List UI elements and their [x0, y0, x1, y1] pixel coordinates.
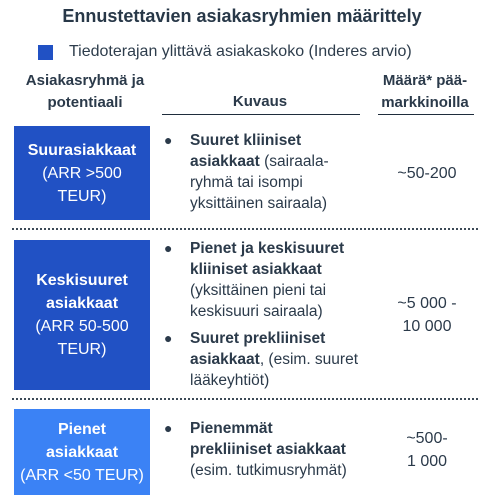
group-name: Suurasiakkaat [27, 141, 137, 159]
header-description: Kuvaus [232, 93, 288, 110]
group-name-line1: Keskisuuret [36, 272, 128, 289]
group-name-line2: asiakkaat [45, 295, 119, 312]
header-underline-count [378, 114, 474, 115]
group-arr: (ARR <50 TEUR) [20, 466, 144, 484]
header-count-line2: markkinoilla [381, 94, 469, 111]
bullet-icon: ● [164, 240, 173, 256]
legend [38, 43, 412, 61]
group-name-line2: asiakkaat [45, 443, 119, 461]
header-underline-description [162, 114, 360, 115]
count-large: ~50-200 [397, 165, 457, 182]
description-large [162, 130, 372, 220]
legend-swatch [38, 45, 53, 60]
bullet-icon: ● [164, 420, 173, 436]
row-divider [12, 228, 478, 230]
page-title: Ennustettavien asiakasryhmien määrittely [62, 6, 422, 26]
header-customer-group [10, 70, 160, 114]
group-name-line1: Pienet [57, 420, 106, 438]
bullet-icon: ● [164, 132, 173, 148]
description-medium [162, 238, 372, 397]
list-item: ● Pienet ja keskisuuret kliiniset asiakkaat (yksittäinen pieni tai keskisuuri sairaala) [164, 240, 345, 320]
count-medium: ~5 000 - 10 000 [397, 295, 457, 335]
group-box-medium [14, 240, 150, 390]
count-small: ~500- 1 000 [406, 430, 448, 470]
header-customer-group-line1: Asiakasryhmä ja [25, 72, 145, 89]
header-count-line1: Määrä* pää- [382, 72, 468, 89]
list-item: ● Suuret kliiniset asiakkaat (sairaala- ryhmä tai isompi yksittäinen sairaala) [164, 132, 329, 212]
header-customer-group-line2: potentiaali [47, 94, 123, 111]
description-small [162, 418, 372, 487]
bullet-icon: ● [164, 330, 173, 346]
list-item: ● Pienemmät prekliiniset asiakkaat (esim. tutkimusryhmät) [164, 420, 347, 479]
header-count [370, 70, 480, 114]
list-item: ● Suuret prekliiniset asiakkaat, (esim. suuret lääkeyhtiöt) [164, 330, 359, 389]
group-arr-line1: (ARR 50-500 [35, 318, 129, 335]
group-box-small [14, 409, 150, 495]
row-divider [12, 398, 478, 400]
legend-label: Tiedoterajan ylittävä asiakaskoko (Inderes arvio) [69, 43, 412, 60]
group-arr-line2: TEUR) [57, 187, 107, 205]
group-arr-line1: (ARR >500 [42, 164, 122, 182]
group-box-large [14, 126, 150, 220]
group-arr-line2: TEUR) [57, 341, 107, 358]
